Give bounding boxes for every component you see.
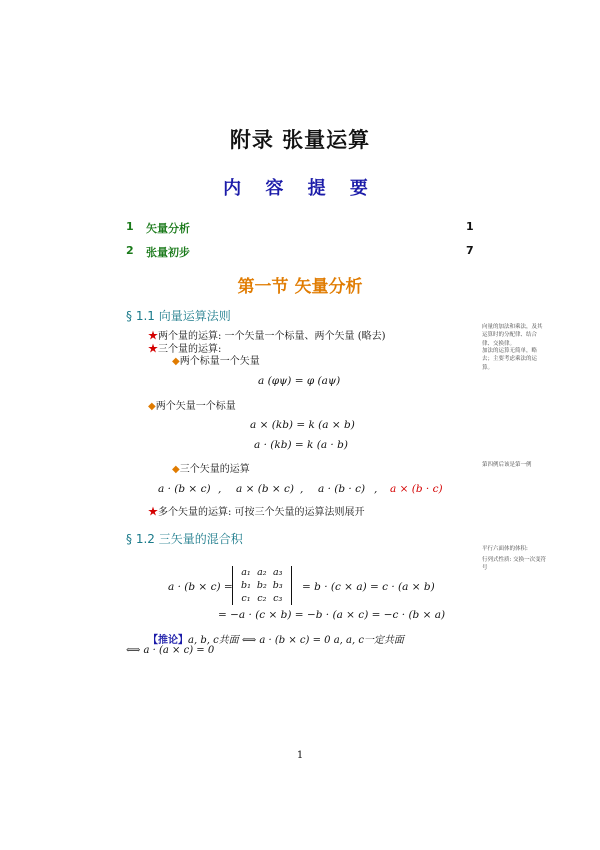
star-icon: ★ xyxy=(148,331,158,342)
rule-text: 两个矢量一个标量 xyxy=(155,401,236,412)
separator: , xyxy=(300,483,304,495)
determinant-matrix xyxy=(232,566,292,609)
diamond-icon: ◆ xyxy=(148,401,156,412)
matrix-cell: b₂ xyxy=(256,580,267,591)
diamond-icon: ◆ xyxy=(172,356,180,367)
separator: , xyxy=(374,483,378,495)
mixed-product-rhs: = b · (c × a) = c · (a × b) xyxy=(302,581,435,593)
star-icon: ★ xyxy=(148,507,158,518)
section-heading-1-2: § 1.2 三矢量的混合积 xyxy=(126,532,243,546)
matrix-cell: a₃ xyxy=(272,567,283,578)
matrix-cell: c₃ xyxy=(273,593,283,604)
separator: , xyxy=(218,483,222,495)
equation-scalar-product: a (φψ) = φ (aψ) xyxy=(258,375,341,387)
matrix-cell: c₁ xyxy=(241,593,251,604)
toc-entry-1-page: 1 xyxy=(466,220,474,233)
matrix-cell: b₃ xyxy=(272,580,283,591)
equation-dot-scalar: a · (kb) = k (a · b) xyxy=(254,439,348,451)
star-icon: ★ xyxy=(148,344,158,355)
diamond-icon: ◆ xyxy=(172,464,180,475)
page-title: 附录 张量运算 xyxy=(229,127,371,152)
margin-note: 行列式性质: 交换一次变符号 xyxy=(482,557,547,572)
toc-entry-2-page: 7 xyxy=(466,244,474,257)
contents-heading: 内 容 提 要 xyxy=(223,178,377,199)
rule-text: 两个标量一个矢量 xyxy=(179,356,260,367)
margin-note: 第四例后该是第一例 xyxy=(482,462,532,468)
triple-product-cross: a × (b × c) xyxy=(236,483,295,495)
margin-note: 平行六面体的体积: xyxy=(482,546,528,552)
matrix-cell: a₁ xyxy=(241,567,251,578)
triple-product-dot: a · (b · c) xyxy=(318,483,366,495)
rule-text: 多个矢量的运算: 可按三个矢量的运算法则展开 xyxy=(158,507,365,518)
rule-line-two-vectors xyxy=(148,397,236,412)
margin-note: 加法的运算无简单，略去；主要考虑乘法的运算。 xyxy=(482,348,538,371)
matrix-cell: b₁ xyxy=(241,580,251,591)
toc-entry-1-number[interactable]: 1 xyxy=(126,220,134,233)
rule-line-multiple-vectors xyxy=(148,503,365,518)
margin-note: 向量的加法和乘法，及其运算时的分配律、结合律、交换律。 xyxy=(482,324,543,347)
rule-text: 三个矢量的运算 xyxy=(179,464,250,475)
page-number: 1 xyxy=(296,750,304,761)
inference-text: a, b, c共面 ⟺ a · (b × c) = 0 a, a, c一定共面 xyxy=(188,635,404,646)
toc-entry-2-label[interactable]: 张量初步 xyxy=(146,246,190,259)
rule-text: 三个量的运算: xyxy=(158,344,222,355)
rule-text: 两个量的运算: 一个矢量一个标量、两个矢量 (略去) xyxy=(158,331,386,342)
equation-cross-scalar: a × (kb) = k (a × b) xyxy=(250,419,355,431)
matrix-cell: a₂ xyxy=(257,567,267,578)
triple-product-invalid: a × (b · c) xyxy=(390,483,443,495)
inference-line2: ⟺ a · (a × c) = 0 xyxy=(126,645,215,656)
toc-entry-2-number[interactable]: 2 xyxy=(126,244,134,257)
triple-product-mixed: a · (b × c) xyxy=(158,483,211,495)
inference-label: 【推论】 xyxy=(148,635,188,646)
matrix-cell: c₂ xyxy=(257,593,267,604)
toc-entry-1-label[interactable]: 矢量分析 xyxy=(146,222,190,235)
inference-line xyxy=(148,631,404,646)
chapter-title: 第一节 矢量分析 xyxy=(237,277,363,297)
section-heading-1-1: § 1.1 向量运算法则 xyxy=(126,309,231,323)
rule-line-two-scalars xyxy=(172,352,260,367)
mixed-product-line2: = −a · (c × b) = −b · (a × c) = −c · (b × a) xyxy=(218,609,446,621)
rule-line-three-vectors xyxy=(172,460,250,475)
mixed-product-lhs: a · (b × c) = xyxy=(168,581,233,593)
